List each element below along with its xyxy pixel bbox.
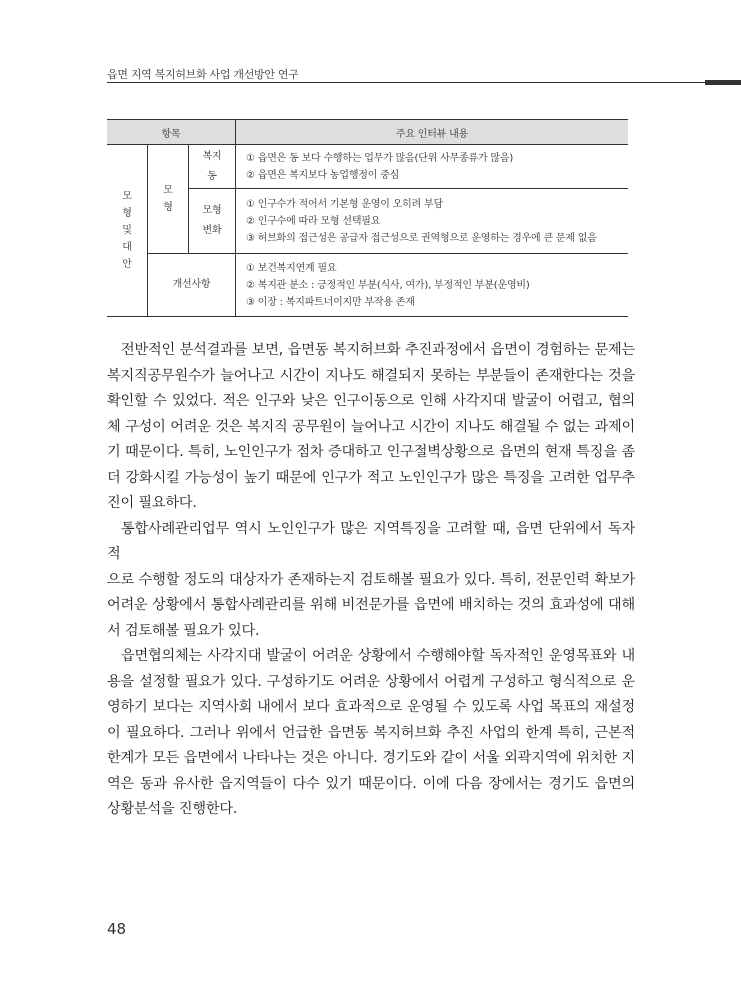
content-item: ③ 이장 : 복지파트너이지만 부작용 존재 [246, 296, 415, 308]
content-item: ① 보건복지연계 필요 [246, 262, 337, 274]
page-number: 48 [107, 920, 127, 938]
header-rule-accent [705, 80, 741, 85]
type-cell [189, 145, 236, 189]
body-text [107, 338, 635, 823]
table-row [107, 145, 628, 189]
category-cell [107, 145, 148, 317]
text-line: 기 때문이다. 특히, 노인인구가 점차 증대하고 인구절벽상황으로 읍면의 현재 특징을 좀 [107, 444, 635, 460]
content-cell [236, 254, 629, 317]
content-item: ② 복지관 분소 : 긍정적인 부분(식사, 여가), 부정적인 부분(운영비) [246, 279, 530, 291]
improvement-label-cell: 개선사항 [148, 254, 236, 317]
type-label-line: 동 [207, 170, 217, 182]
subcategory-char: 형 [163, 202, 173, 213]
header-content: 주요 인터뷰 내용 [236, 120, 629, 145]
text-line: 상황분석을 진행한다. [107, 801, 238, 817]
content-item: ① 읍면은 동 보다 수행하는 업무가 많음(단위 사무종류가 많음) [246, 152, 514, 164]
content-item: ② 인구수에 따라 모형 선택필요 [246, 215, 381, 227]
text-line: 통합사례관리업무 역시 노인인구가 많은 지역특징을 고려할 때, 읍면 단위에서 독자적 [107, 520, 635, 562]
text-line: 읍면협의체는 사각지대 발굴이 어려운 상황에서 수행해야할 독자적인 운영목표와 내 [121, 648, 635, 664]
text-line: 진이 필요하다. [107, 495, 197, 511]
header-item: 항목 [107, 120, 236, 145]
category-char: 안 [122, 259, 132, 270]
table-header-row [107, 120, 628, 145]
text-line: 영하기 보다는 지역사회 내에서 보다 효과적으로 운영될 수 있도록 사업 목표의 재설정 [107, 699, 635, 715]
running-title: 읍면 지역 복지허브화 사업 개선방안 연구 [107, 68, 299, 81]
type-cell [189, 189, 236, 254]
type-label-line: 변화 [202, 225, 222, 236]
text-line: 체 구성이 어려운 것은 복지직 공무원이 늘어나고 시간이 지나도 해결될 수 없는 과제이 [107, 418, 635, 435]
table-row [107, 254, 628, 317]
content-item: ③ 허브화의 접근성은 공급자 접근성으로 권역형으로 운영하는 경우에 큰 문제 없음 [246, 232, 597, 244]
header-rule [107, 82, 741, 83]
text-line: 더 강화시킬 가능성이 높기 때문에 인구가 적고 노인인구가 많은 특징을 고려한 업무추 [107, 469, 635, 486]
text-line: 확인할 수 있었다. 적은 인구와 낮은 인구이동으로 인해 사각지대 발굴이 어렵고, 협의 [107, 393, 635, 409]
content-cell [236, 145, 629, 189]
subcategory-cell [148, 145, 189, 254]
text-line: 이 필요하다. 그러나 위에서 언급한 읍면동 복지허브화 추진 사업의 한계 특히, 근본적 [107, 724, 635, 741]
subcategory-char: 모 [163, 185, 173, 196]
text-line: 전반적인 분석결과를 보면, 읍면동 복지허브화 추진과정에서 읍면이 경험하는 문제는 [121, 342, 635, 358]
category-char: 및 [122, 225, 132, 236]
category-char: 형 [122, 208, 132, 219]
interview-table [107, 119, 628, 317]
text-line: 서 검토해볼 필요가 있다. [107, 622, 260, 639]
content-cell [236, 189, 629, 254]
text-line: 복지직공무원수가 늘어나고 시간이 지나도 해결되지 못하는 부분들이 존재한다는 것을 [107, 367, 635, 384]
text-line: 한계가 모든 읍면에서 나타나는 것은 아니다. 경기도와 같이 서울 외곽지역에 위치한 지 [107, 750, 635, 766]
paragraph [107, 338, 635, 517]
text-line: 으로 수행할 정도의 대상자가 존재하는지 검토해볼 필요가 있다. 특히, 전문인력 확보가 [107, 571, 635, 588]
text-line: 용을 설정할 필요가 있다. 구성하기도 어려운 상황에서 어렵게 구성하고 형식적으로 운 [107, 673, 635, 690]
text-line: 역은 동과 유사한 읍지역들이 다수 있기 때문이다. 이에 다음 장에서는 경기도 읍면의 [107, 775, 635, 792]
category-char: 대 [122, 242, 132, 253]
paragraph [107, 644, 635, 823]
type-label-line: 복지 [202, 150, 222, 162]
type-label-line: 모형 [202, 205, 222, 216]
content-item: ① 인구수가 적어서 기본형 운영이 오히려 부담 [246, 198, 443, 210]
paragraph [107, 517, 635, 645]
text-line: 어려운 상황에서 통합사례관리를 위해 비전문가를 읍면에 배치하는 것의 효과성에 대해 [107, 597, 635, 613]
content-item: ② 읍면은 복지보다 농업행정이 중심 [246, 169, 400, 181]
category-char: 모 [122, 191, 132, 202]
